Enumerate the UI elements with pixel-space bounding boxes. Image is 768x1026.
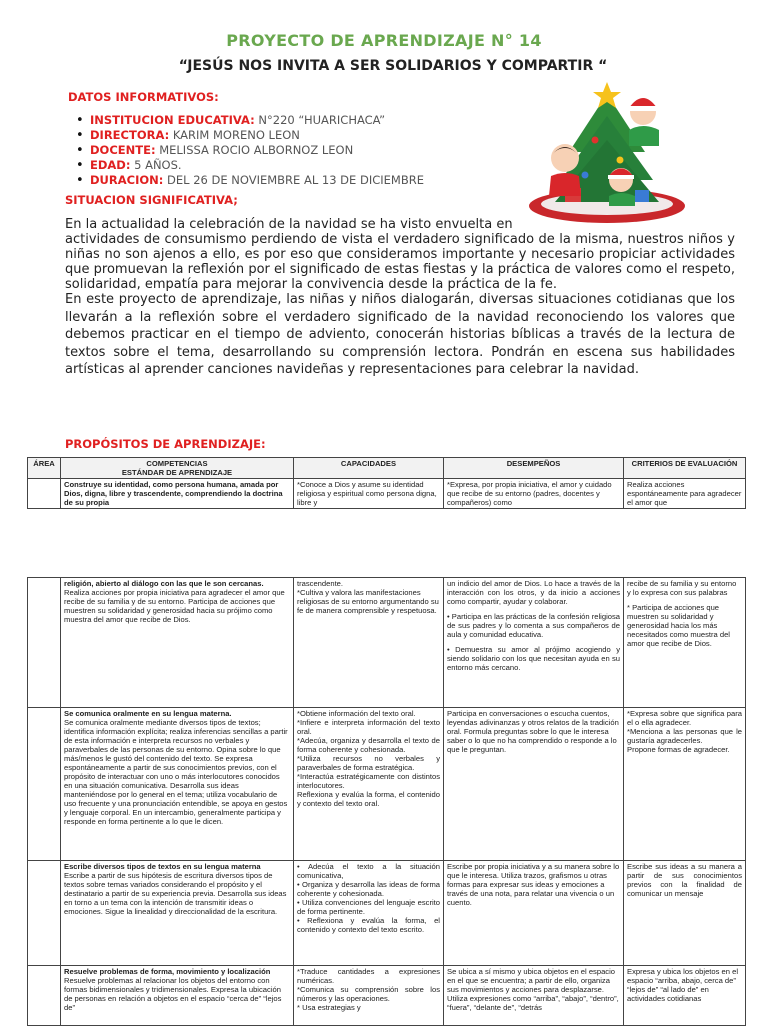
datos-label: DIRECTORA: [90, 128, 170, 142]
propositos-table-continued [27, 577, 746, 1026]
area-cell [28, 861, 61, 966]
situacion-paragraph-1 [65, 217, 735, 292]
criterios-cell: Realiza acciones espontáneamente para agradecer el amor que [624, 479, 746, 509]
capacidades-cell: • Adecúa el texto a la situación comunicativa, • Organiza y desarrolla las ideas de forma coherente y cohesionada. • Utiliza convenciones del lenguaje escrito de forma pertinente. • Reflexiona y evalúa la forma, el contenido y contexto del texto escrito. [294, 861, 444, 966]
competencia-cell [61, 966, 294, 1026]
col-header-competencias-line2: ESTÁNDAR DE APRENDIZAJE [121, 468, 233, 477]
situacion-heading: SITUACION SIGNIFICATIVA; [65, 193, 238, 207]
criterios-cell: Escribe sus ideas a su manera a partir de sus conocimientos previos con la finalidad de comunicar un mensaje [624, 861, 746, 966]
competencia-text: Realiza acciones por propia iniciativa para agradecer el amor que recibe de su familia y de su entorno. Participa de acciones que muestren su solidaridad y generosidad hacia su prójimo como muestra del amor que recibe de Dios. [64, 588, 285, 624]
datos-value: N°220 “HUARICHACA” [254, 113, 386, 127]
desempenos-cell [444, 578, 624, 708]
datos-heading: DATOS INFORMATIVOS: [68, 90, 219, 104]
criterio-text: * Participa de acciones que muestren su solidaridad y generosidad hacia los más necesitados como muestra del amor que recibe de Dios. [627, 603, 730, 648]
competencia-title: Resuelve problemas de forma, movimiento y localización [64, 967, 271, 976]
capacidad-text: trascendente. [297, 579, 344, 588]
competencia-cell [61, 708, 294, 861]
capacidad-text: *Cultiva y valora las manifestaciones religiosas de su entorno argumentando su fe de manera comprensible y respetuosa. [297, 588, 439, 615]
competencia-title: Se comunica oralmente en su lengua materna. [64, 709, 232, 718]
competencia-text: Se comunica oralmente mediante diversos tipos de textos; identifica información explícita; realiza inferencias sencillas a partir de esta información e interpreta recursos no verbales y paraverbales de las personas de su entorno. Opina sobre lo que más/menos le gustó del contenido del texto. Se expresa espontáneamente a partir de sus conocimientos previos, con el propósito de interactuar con uno o más interlocutores conocidos en una situación comunicativa. Desarrolla sus ideas manteniéndose por lo general en el tema; utiliza vocabulario de uso frecuente y una pronunciación entendible, se apoya en gestos y lenguaje corporal. En un intercambio, generalmente participa y responde en forma pertinente a lo que le dicen. [64, 718, 288, 826]
situacion-paragraph-2: En este proyecto de aprendizaje, las niñas y niños dialogarán, diversas situaciones cotidianas que los llevarán a la reflexión sobre el verdadero significado de la navidad reconociendo los valores que debemos practicar en el tiempo de adviento, conocerán historias bíblicas a través de la lectura de textos sobre el tema, desarrollando su comprensión lectora. Pondrán en escena sus habilidades artísticas al aprender canciones navideñas y representaciones para celebrar la navidad. [65, 292, 735, 377]
desempenos-cell: Participa en conversaciones o escucha cuentos, leyendas adivinanzas y otros relatos de la tradición oral. Formula preguntas sobre lo que le interesa saber o lo que no ha comprendido o responde a lo que le preguntan. [444, 708, 624, 861]
capacidades-cell: *Traduce cantidades a expresiones numéricas. *Comunica su comprensión sobre los números y las operaciones. * Usa estrategias y [294, 966, 444, 1026]
desempeno-text: • Demuestra su amor al prójimo acogiendo y siendo solidario con los que necesitan ayuda en su entorno más cercano. [447, 645, 620, 672]
area-cell [28, 479, 61, 509]
datos-item-edad [76, 158, 424, 173]
table-row [28, 578, 746, 708]
datos-label: DOCENTE: [90, 143, 156, 157]
col-header-competencias [61, 458, 294, 479]
desempeno-text: un indicio del amor de Dios. Lo hace a través de la interacción con los otros, y da inicio a acciones como compartir, ayudar y colaborar. [447, 579, 620, 606]
table-row [28, 966, 746, 1026]
col-header-capacidades: CAPACIDADES [294, 458, 444, 479]
competencia-text: Escribe a partir de sus hipótesis de escritura diversos tipos de textos sobre temas variados considerando el propósito y el destinatario a partir de su experiencia previa. Desarrolla sus ideas en torno a un tema con la intención de transmitir ideas o emociones. Sigue la linealidad y direccionalidad de la escritura. [64, 871, 287, 916]
competencia-title: religión, abierto al diálogo con las que le son cercanas. [64, 579, 264, 588]
col-header-competencias-line1: COMPETENCIAS [146, 459, 208, 468]
criterios-cell: *Expresa sobre que significa para el o ella agradecer. *Menciona a las personas que le gustaría agradecerles. Propone formas de agradecer. [624, 708, 746, 861]
col-header-desempenos: DESEMPEÑOS [444, 458, 624, 479]
situacion-p1-line1: En la actualidad la celebración de la navidad se ha visto envuelta en [65, 217, 513, 232]
col-header-criterios: CRITERIOS DE EVALUACIÓN [624, 458, 746, 479]
propositos-heading: PROPÓSITOS DE APRENDIZAJE: [65, 437, 266, 451]
datos-item-directora [76, 128, 424, 143]
datos-value: KARIM MORENO LEON [169, 128, 300, 142]
competencia-cell: Construye su identidad, como persona humana, amada por Dios, digna, libre y trascendente, comprendiendo la doctrina de su propia [61, 479, 294, 509]
desempenos-cell: Escribe por propia iniciativa y a su manera sobre lo que le interesa. Utiliza trazos, grafismos u otras formas para expresar sus ideas y emociones a través de una nota, para relatar una vivencia o un cuento. [444, 861, 624, 966]
area-cell [28, 708, 61, 861]
datos-label: EDAD: [90, 158, 131, 172]
competencia-title: Escribe diversos tipos de textos en su lengua materna [64, 862, 261, 871]
area-cell [28, 966, 61, 1026]
datos-label: DURACION: [90, 173, 164, 187]
competencia-cell [61, 861, 294, 966]
competencia-cell [61, 578, 294, 708]
criterio-text: recibe de su familia y su entorno y lo expresa con sus palabras [627, 579, 737, 597]
criterios-cell: Expresa y ubica los objetos en el espacio “arriba, abajo, cerca de” “lejos de” “al lado de” en actividades cotidianas [624, 966, 746, 1026]
datos-value: 5 AÑOS. [130, 158, 182, 172]
competencia-text: Resuelve problemas al relacionar los objetos del entorno con formas bidimensionales y tridimensionales. Expresa la ubicación de personas en relación a objetos en el espacio “cerca de” “lejos de” [64, 976, 282, 1012]
table-row [28, 479, 746, 509]
capacidades-cell [294, 578, 444, 708]
datos-item-institucion [76, 113, 424, 128]
desempeno-text: • Participa en las prácticas de la confesión religiosa de sus padres y lo comenta a sus compañeros de aula y comunidad educativa. [447, 612, 620, 639]
criterios-cell [624, 578, 746, 708]
datos-item-duracion [76, 173, 424, 188]
datos-item-docente [76, 143, 424, 158]
situacion-p1-rest: actividades de consumismo perdiendo de vista el verdadero significado de la misma, nuestros niños y niñas no son ajenos a ello, es por eso que consideramos importante y necesario propiciar actividades que promuevan la reflexión por el significado de estas fiestas y la práctica de valores como el respeto, solidaridad, empatía para mejorar la convivencia desde la práctica de la fe. [65, 232, 735, 292]
desempenos-cell: Se ubica a sí mismo y ubica objetos en el espacio en el que se encuentra; a partir de ello, organiza sus movimientos y acciones para desplazarse. Utiliza expresiones como “arriba”, “abajo”, “dentro”, “fuera”, “delante de”, “detrás [444, 966, 624, 1026]
area-cell [28, 578, 61, 708]
datos-value: MELISSA ROCIO ALBORNOZ LEON [155, 143, 354, 157]
desempenos-cell: *Expresa, por propia iniciativa, el amor y cuidado que recibe de su entorno (padres, docentes y compañeros) como [444, 479, 624, 509]
christmas-tree-children-illustration [525, 80, 690, 225]
col-header-area: ÁREA [28, 458, 61, 479]
datos-label: INSTITUCION EDUCATIVA: [90, 113, 255, 127]
datos-value: DEL 26 DE NOVIEMBRE AL 13 DE DICIEMBRE [163, 173, 424, 187]
table-header-row [28, 458, 746, 479]
project-title: PROYECTO DE APRENDIZAJE N° 14 [226, 31, 542, 50]
capacidades-cell: *Obtiene información del texto oral. *Infiere e interpreta información del texto oral. *Adecúa, organiza y desarrolla el texto de forma coherente y cohesionada. *Utiliza recursos no verbales y paraverbales de forma estratégica. *Interactúa estratégicamente con distintos interlocutores. Reflexiona y evalúa la forma, el contenido y contexto del texto oral. [294, 708, 444, 861]
table-row [28, 708, 746, 861]
datos-list [76, 113, 424, 188]
table-row [28, 861, 746, 966]
capacidades-cell: *Conoce a Dios y asume su identidad religiosa y espiritual como persona digna, libre y [294, 479, 444, 509]
propositos-table-top [27, 457, 746, 509]
project-subtitle: “JESÚS NOS INVITA A SER SOLIDARIOS Y COMPARTIR “ [178, 58, 608, 74]
